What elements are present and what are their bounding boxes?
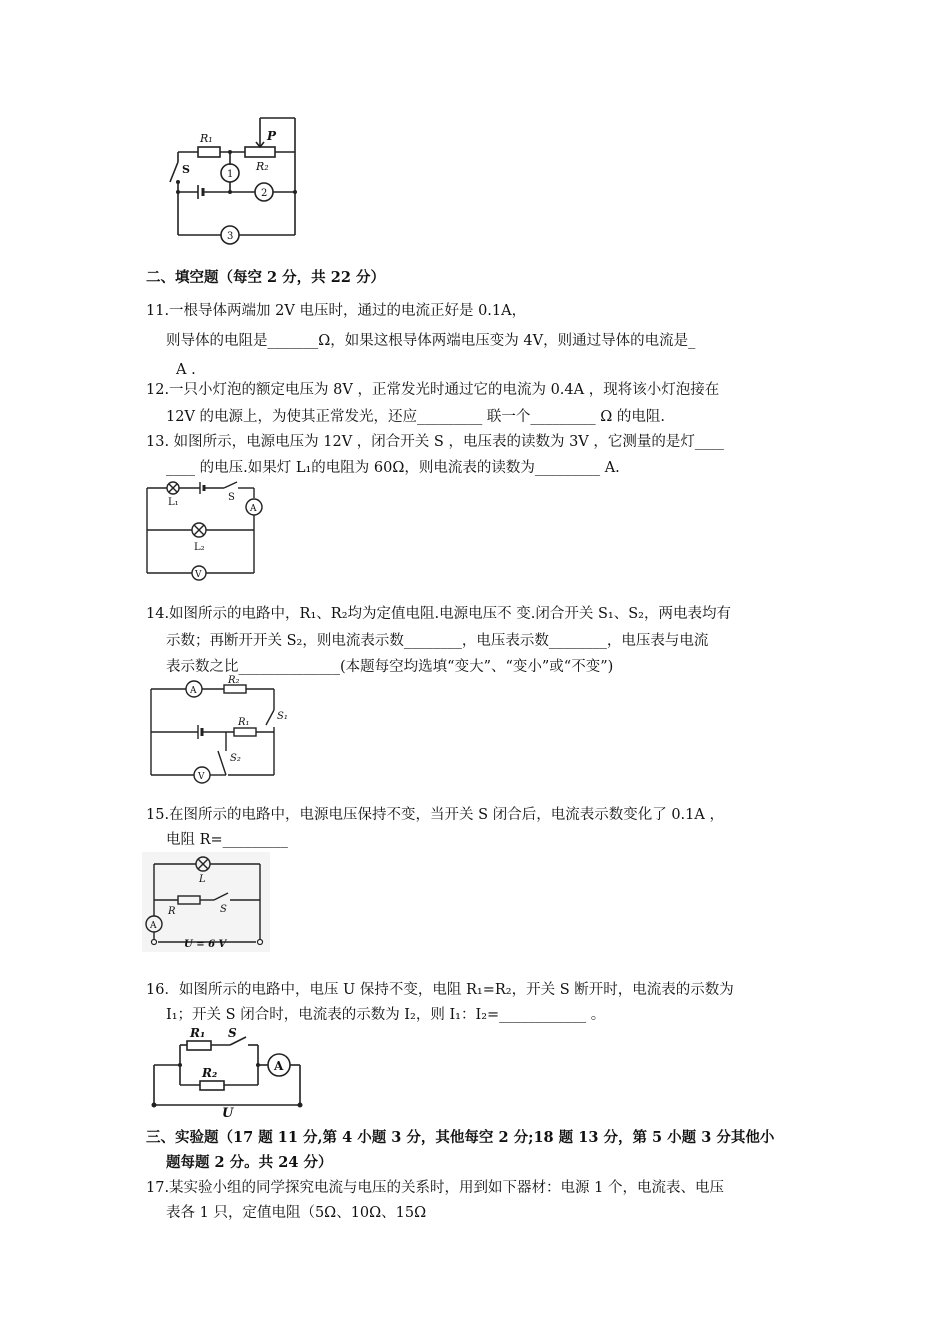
label-u: U: [222, 1106, 234, 1121]
q14-line1: 14.如图所示的电路中，R₁、R₂均为定值电阻.电源电压不 变.闭合开关 S₁、S₂，两电表均有: [146, 606, 731, 622]
voltmeter-label: V: [195, 570, 202, 580]
ammeter-label: A: [250, 504, 257, 514]
section-3-heading-line2: 题每题 2 分。共 24 分）: [166, 1154, 333, 1171]
meter-3-label: 3: [227, 231, 234, 242]
circuit-figure-q13: [142, 478, 267, 582]
circuit-figure-q10: [160, 110, 310, 250]
circuit-figure-q14: [146, 675, 288, 783]
q16-line1: 16．如图所示的电路中，电压 U 保持不变，电阻 R₁=R₂，开关 S 断开时，电流表的示数为: [146, 982, 734, 998]
q16-line2: I₁；开关 S 闭合时，电流表的示数为 I₂，则 I₁：I₂=____________ 。: [166, 1007, 606, 1023]
q11-line2: 则导体的电阻是_______Ω，如果这根导体两端电压变为 4V，则通过导体的电流是_: [166, 333, 696, 349]
q13-line1: 13. 如图所示，电源电压为 12V ，闭合开关 S ，电压表的读数为 3V ，它测量的是灯____: [146, 434, 724, 450]
label-r1: R₁: [190, 1026, 206, 1040]
label-r2: R₂: [256, 160, 269, 173]
label-r1: R₁: [238, 717, 250, 728]
label-r2: R₂: [202, 1066, 218, 1080]
q17-line2: 表各 1 只，定值电阻（5Ω、10Ω、15Ω: [166, 1205, 427, 1221]
section-3-heading-line1: 三、实验题（17 题 11 分,第 4 小题 3 分，其他每空 2 分;18 题 13 分，第 5 小题 3 分其他小: [146, 1129, 775, 1146]
q12-line2: 12V 的电源上，为使其正常发光，还应_________ 联一个_________ Ω 的电阻.: [166, 409, 665, 425]
label-s: S: [228, 1026, 237, 1040]
label-r: R: [168, 906, 176, 917]
meter-1-label: 1: [227, 169, 234, 180]
label-s1: S₁: [277, 711, 288, 722]
circuit-figure-q16: [142, 1025, 307, 1120]
q15-line1: 15.在图所示的电路中，电源电压保持不变，当开关 S 闭合后，电流表示数变化了 0.1A ，: [146, 807, 724, 823]
q12-line1: 12.一只小灯泡的额定电压为 8V ，正常发光时通过它的电流为 0.4A ，现将该小灯泡接在: [146, 382, 720, 398]
label-p: P: [267, 129, 277, 143]
label-s2: S₂: [230, 753, 241, 764]
ammeter-label: A: [190, 686, 197, 696]
q14-line3: 表示数之比______________(本题每空均选填“变大”、“变小”或“不变”): [166, 659, 614, 675]
circuit-figure-q15: [142, 852, 270, 952]
q15-line2: 电阻 R=_________: [166, 832, 288, 848]
meter-2-label: 2: [261, 188, 268, 199]
q14-line2: 示数；再断开开关 S₂，则电流表示数________，电压表示数________，电压表与电流: [166, 633, 709, 649]
label-r2: R₂: [228, 675, 240, 686]
label-s: S: [228, 492, 235, 503]
label-s: S: [220, 904, 227, 915]
q11-line1: 11.一根导体两端加 2V 电压时，通过的电流正好是 0.1A，: [146, 303, 527, 319]
q13-line2: ____ 的电压.如果灯 L₁的电阻为 60Ω，则电流表的读数为_________ A.: [166, 460, 620, 476]
label-s: S: [182, 163, 190, 176]
ammeter-label: A: [274, 1059, 284, 1073]
label-u: U = 6 V: [184, 939, 227, 950]
label-l1: L₁: [168, 497, 179, 508]
label-r1: R₁: [200, 132, 213, 145]
label-l: L: [199, 874, 206, 885]
ammeter-label: A: [150, 921, 157, 931]
q17-line1: 17.某实验小组的同学探究电流与电压的关系时，用到如下器材：电源 1 个，电流表、电压: [146, 1180, 724, 1196]
section-2-heading: 二、填空题（每空 2 分，共 22 分）: [146, 269, 385, 286]
label-l2: L₂: [194, 542, 205, 553]
q11-line3: A .: [176, 362, 196, 378]
voltmeter-label: V: [198, 772, 205, 782]
